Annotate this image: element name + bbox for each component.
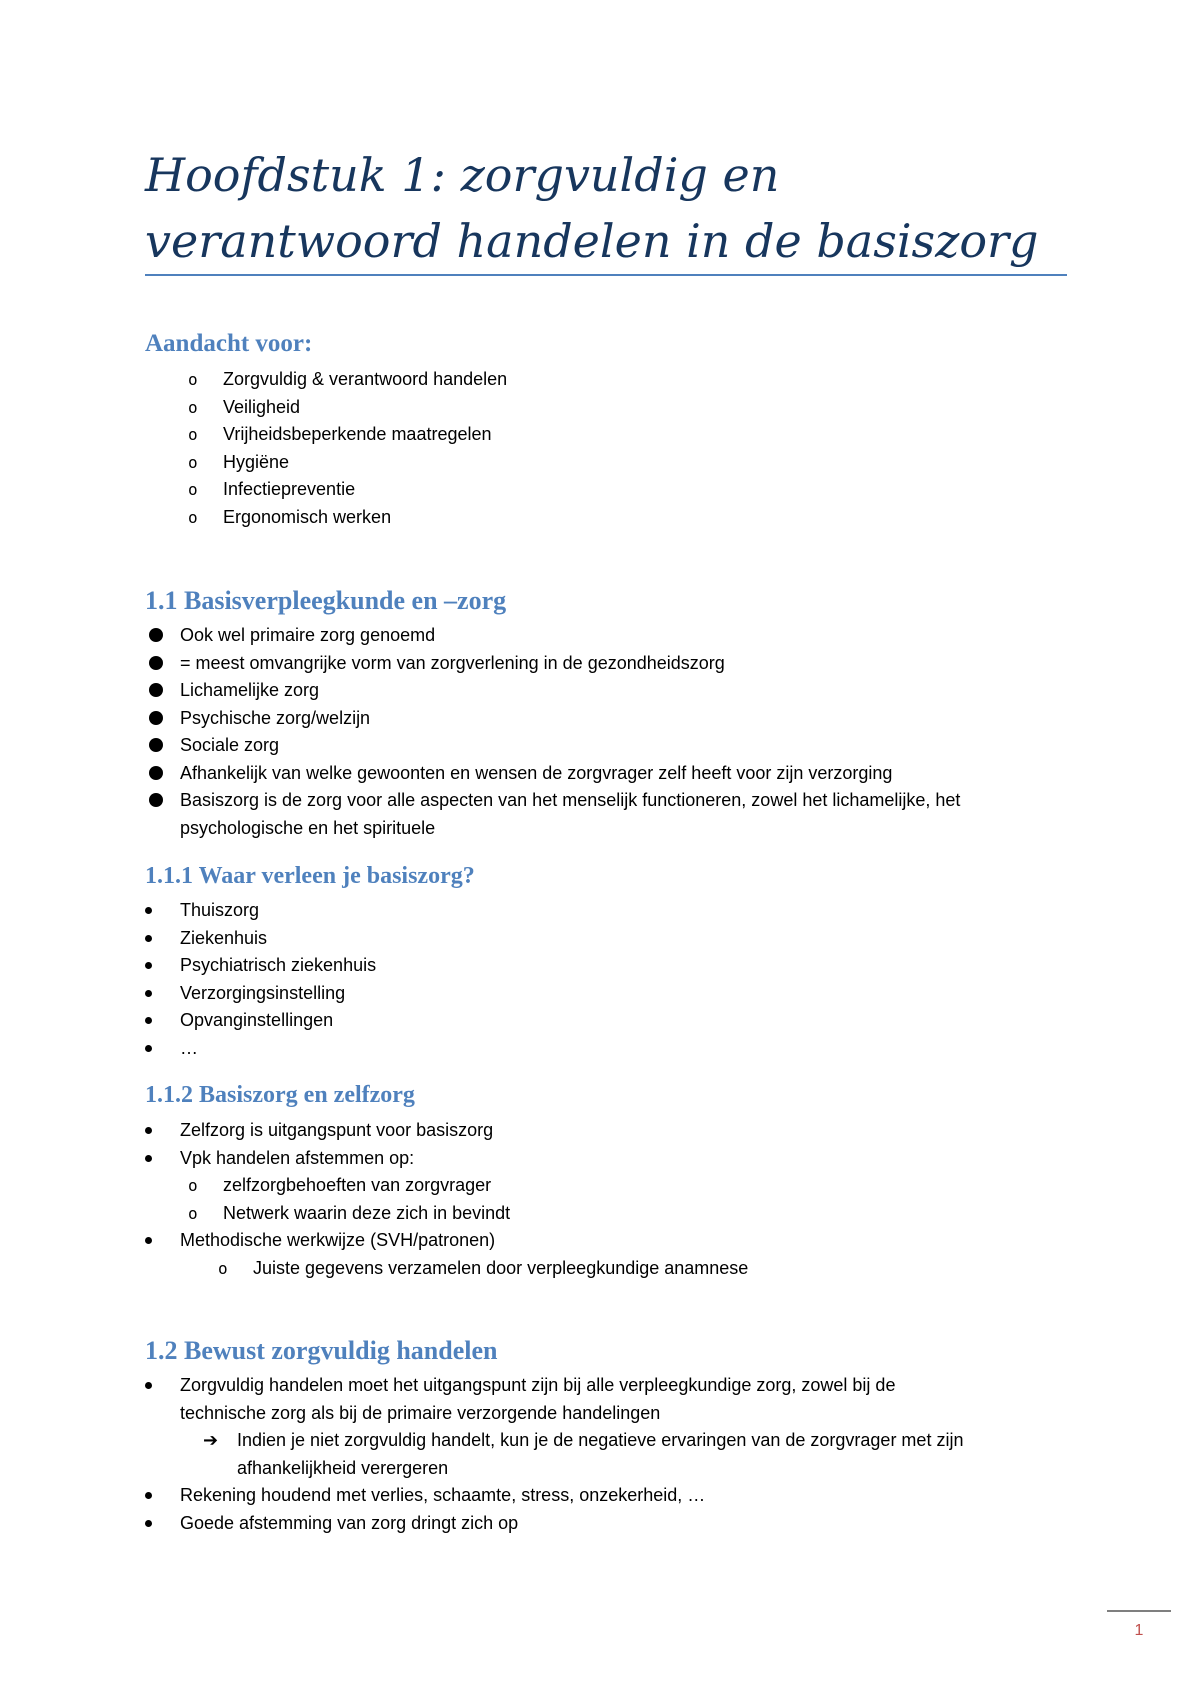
section-1-1-2-heading: 1.1.2 Basiszorg en zelfzorg: [145, 1082, 415, 1108]
bullet-icon: [145, 1127, 152, 1134]
circle-bullet-icon: o: [188, 397, 198, 417]
section-1-1-2-list: [180, 1117, 1070, 1282]
circle-bullet-icon: o: [218, 1258, 228, 1278]
list-item: o Vrijheidsbeperkende maatregelen: [223, 421, 507, 449]
circle-bullet-icon: o: [188, 1203, 198, 1223]
aandacht-list: [188, 366, 508, 531]
page-number-rule: [1107, 1610, 1171, 1612]
aandacht-heading: Aandacht voor:: [145, 330, 313, 357]
list-item: Basiszorg is de zorg voor alle aspecten van het menselijk functioneren, zowel het lichamelijke, het psychologische en het spirituele: [180, 787, 1070, 842]
circle-bullet-icon: o: [188, 425, 198, 444]
list-item: Opvanginstellingen: [180, 1007, 376, 1035]
section-1-1-heading: 1.1 Basisverpleegkunde en –zorg: [145, 586, 507, 615]
bullet-icon: [145, 1155, 152, 1162]
bullet-icon: [145, 1492, 152, 1499]
bullet-icon: [145, 1520, 152, 1527]
list-item: o Ergonomisch werken: [223, 504, 507, 532]
list-item: Methodische werkwijze (SVH/patronen): [180, 1227, 1070, 1255]
circle-bullet-icon: o: [188, 370, 198, 389]
bullet-icon: [149, 738, 163, 752]
list-item: = meest omvangrijke vorm van zorgverlening in de gezondheidszorg: [180, 650, 1070, 678]
list-item: Verzorgingsinstelling: [180, 980, 376, 1008]
bullet-icon: [149, 711, 163, 725]
list-item: Goede afstemming van zorg dringt zich op: [180, 1510, 1070, 1538]
list-item: o zelfzorgbehoeften van zorgvrager: [180, 1172, 1070, 1200]
bullet-icon: [145, 990, 152, 997]
circle-bullet-icon: o: [188, 452, 198, 472]
list-item: Psychiatrisch ziekenhuis: [180, 952, 376, 980]
list-item: o Netwerk waarin deze zich in bevindt: [180, 1200, 1070, 1228]
list-item: ➔ Indien je niet zorgvuldig handelt, kun je de negatieve ervaringen van de zorgvrager met zijn afhankelijkheid verergeren: [180, 1427, 1070, 1482]
arrow-right-icon: ➔: [203, 1430, 219, 1450]
bullet-icon: [149, 656, 163, 670]
list-item: Thuiszorg: [180, 897, 376, 925]
list-item: Ook wel primaire zorg genoemd: [180, 622, 1070, 650]
section-1-1-list: [180, 622, 1070, 842]
list-item: Rekening houdend met verlies, schaamte, stress, onzekerheid, …: [180, 1482, 1070, 1510]
list-item: o Infectiepreventie: [223, 476, 507, 504]
page-title: Hoofdstuk 1: zorgvuldig en verantwoord handelen in de basiszorg: [145, 148, 1039, 268]
circle-bullet-icon: o: [188, 480, 198, 499]
list-item: Zelfzorg is uitgangspunt voor basiszorg: [180, 1117, 1070, 1145]
page-number: 1: [1134, 1622, 1144, 1639]
list-item: o Juiste gegevens verzamelen door verpleegkundige anamnese: [180, 1255, 1070, 1283]
bullet-icon: [145, 935, 152, 942]
section-1-1-1-list: [180, 897, 376, 1062]
list-item: Zorgvuldig handelen moet het uitgangspunt zijn bij alle verpleegkundige zorg, zowel bij de technische zorg als bij de primaire verzorgende handelingen: [180, 1372, 1070, 1427]
bullet-icon: [149, 683, 163, 697]
bullet-icon: [145, 1382, 152, 1389]
circle-bullet-icon: o: [188, 507, 198, 527]
list-item: Afhankelijk van welke gewoonten en wensen de zorgvrager zelf heeft voor zijn verzorging: [180, 760, 1070, 788]
list-item: Vpk handelen afstemmen op:: [180, 1145, 1070, 1173]
section-1-2-heading: 1.2 Bewust zorgvuldig handelen: [145, 1336, 498, 1365]
list-item: …: [180, 1035, 376, 1063]
bullet-icon: [149, 766, 163, 780]
bullet-icon: [145, 962, 152, 969]
list-item: o Hygiëne: [223, 449, 507, 477]
list-item: o Zorgvuldig & verantwoord handelen: [223, 366, 507, 394]
bullet-icon: [145, 1237, 152, 1244]
circle-bullet-icon: o: [188, 1176, 198, 1195]
bullet-icon: [149, 793, 163, 807]
list-item: Ziekenhuis: [180, 925, 376, 953]
bullet-icon: [145, 907, 152, 914]
list-item: Psychische zorg/welzijn: [180, 705, 1070, 733]
bullet-icon: [145, 1045, 152, 1052]
section-1-1-1-heading: 1.1.1 Waar verleen je basiszorg?: [145, 863, 475, 889]
list-item: Lichamelijke zorg: [180, 677, 1070, 705]
section-1-2-list: [180, 1372, 1070, 1537]
bullet-icon: [145, 1017, 152, 1024]
list-item: Sociale zorg: [180, 732, 1070, 760]
title-underline: [145, 274, 1067, 276]
list-item: o Veiligheid: [223, 394, 507, 422]
bullet-icon: [149, 628, 163, 642]
